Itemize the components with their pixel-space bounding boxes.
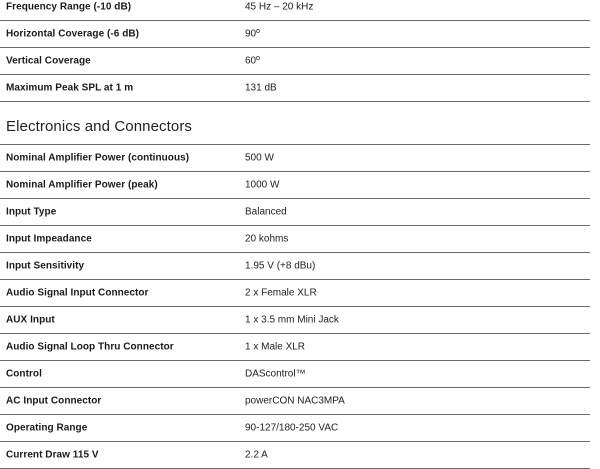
spec-label: AUX Input (6, 314, 55, 326)
spec-label: Nominal Amplifier Power (peak) (6, 179, 158, 191)
spec-row (0, 172, 590, 199)
spec-row (0, 442, 590, 469)
spec-row (0, 75, 590, 102)
spec-label: Maximum Peak SPL at 1 m (6, 82, 134, 94)
spec-value: 1000 W (245, 179, 280, 191)
spec-value: 1 x 3.5 mm Mini Jack (245, 314, 339, 326)
spec-value: 1.95 V (+8 dBu) (245, 260, 316, 272)
spec-row (0, 145, 590, 172)
spec-label: Audio Signal Input Connector (6, 287, 149, 299)
spec-label: Input Type (6, 206, 57, 218)
spec-value: 2 x Female XLR (245, 287, 317, 299)
spec-value: 90-127/180-250 VAC (245, 422, 339, 434)
spec-value: Balanced (245, 206, 287, 218)
spec-row (0, 226, 590, 253)
spec-row (0, 199, 590, 226)
spec-value: 500 W (245, 152, 274, 164)
spec-row (0, 280, 590, 307)
spec-row (0, 415, 590, 442)
spec-label: Current Draw 115 V (6, 449, 99, 461)
spec-value: 90º (245, 28, 260, 40)
spec-value: 1 x Male XLR (245, 341, 306, 353)
spec-label: Nominal Amplifier Power (continuous) (6, 152, 190, 164)
spec-value: 2.2 A (245, 449, 268, 461)
spec-row (0, 388, 590, 415)
spec-label: Vertical Coverage (6, 55, 91, 67)
section-title: Electronics and Connectors (6, 118, 193, 135)
spec-label: AC Input Connector (6, 395, 102, 407)
spec-value: 131 dB (245, 82, 277, 94)
spec-row (0, 307, 590, 334)
spec-value: DAScontrol™ (245, 368, 306, 380)
acoustic-specs-table (0, 0, 590, 102)
spec-label: Horizontal Coverage (-6 dB) (6, 28, 140, 40)
electronics-specs-table (0, 144, 590, 469)
spec-value: 45 Hz – 20 kHz (245, 1, 314, 13)
spec-value: 60º (245, 55, 260, 67)
spec-row (0, 334, 590, 361)
spec-row (0, 48, 590, 75)
spec-value: 20 kohms (245, 233, 289, 245)
spec-value: powerCON NAC3MPA (245, 395, 345, 407)
spec-label: Control (6, 368, 42, 380)
spec-row (0, 0, 590, 21)
spec-label: Input Impeadance (6, 233, 92, 245)
spec-row (0, 361, 590, 388)
spec-label: Input Sensitivity (6, 260, 85, 272)
spec-row (0, 253, 590, 280)
spec-label: Frequency Range (-10 dB) (6, 1, 132, 13)
spec-label: Audio Signal Loop Thru Connector (6, 341, 174, 353)
spec-label: Operating Range (6, 422, 88, 434)
spec-row (0, 21, 590, 48)
